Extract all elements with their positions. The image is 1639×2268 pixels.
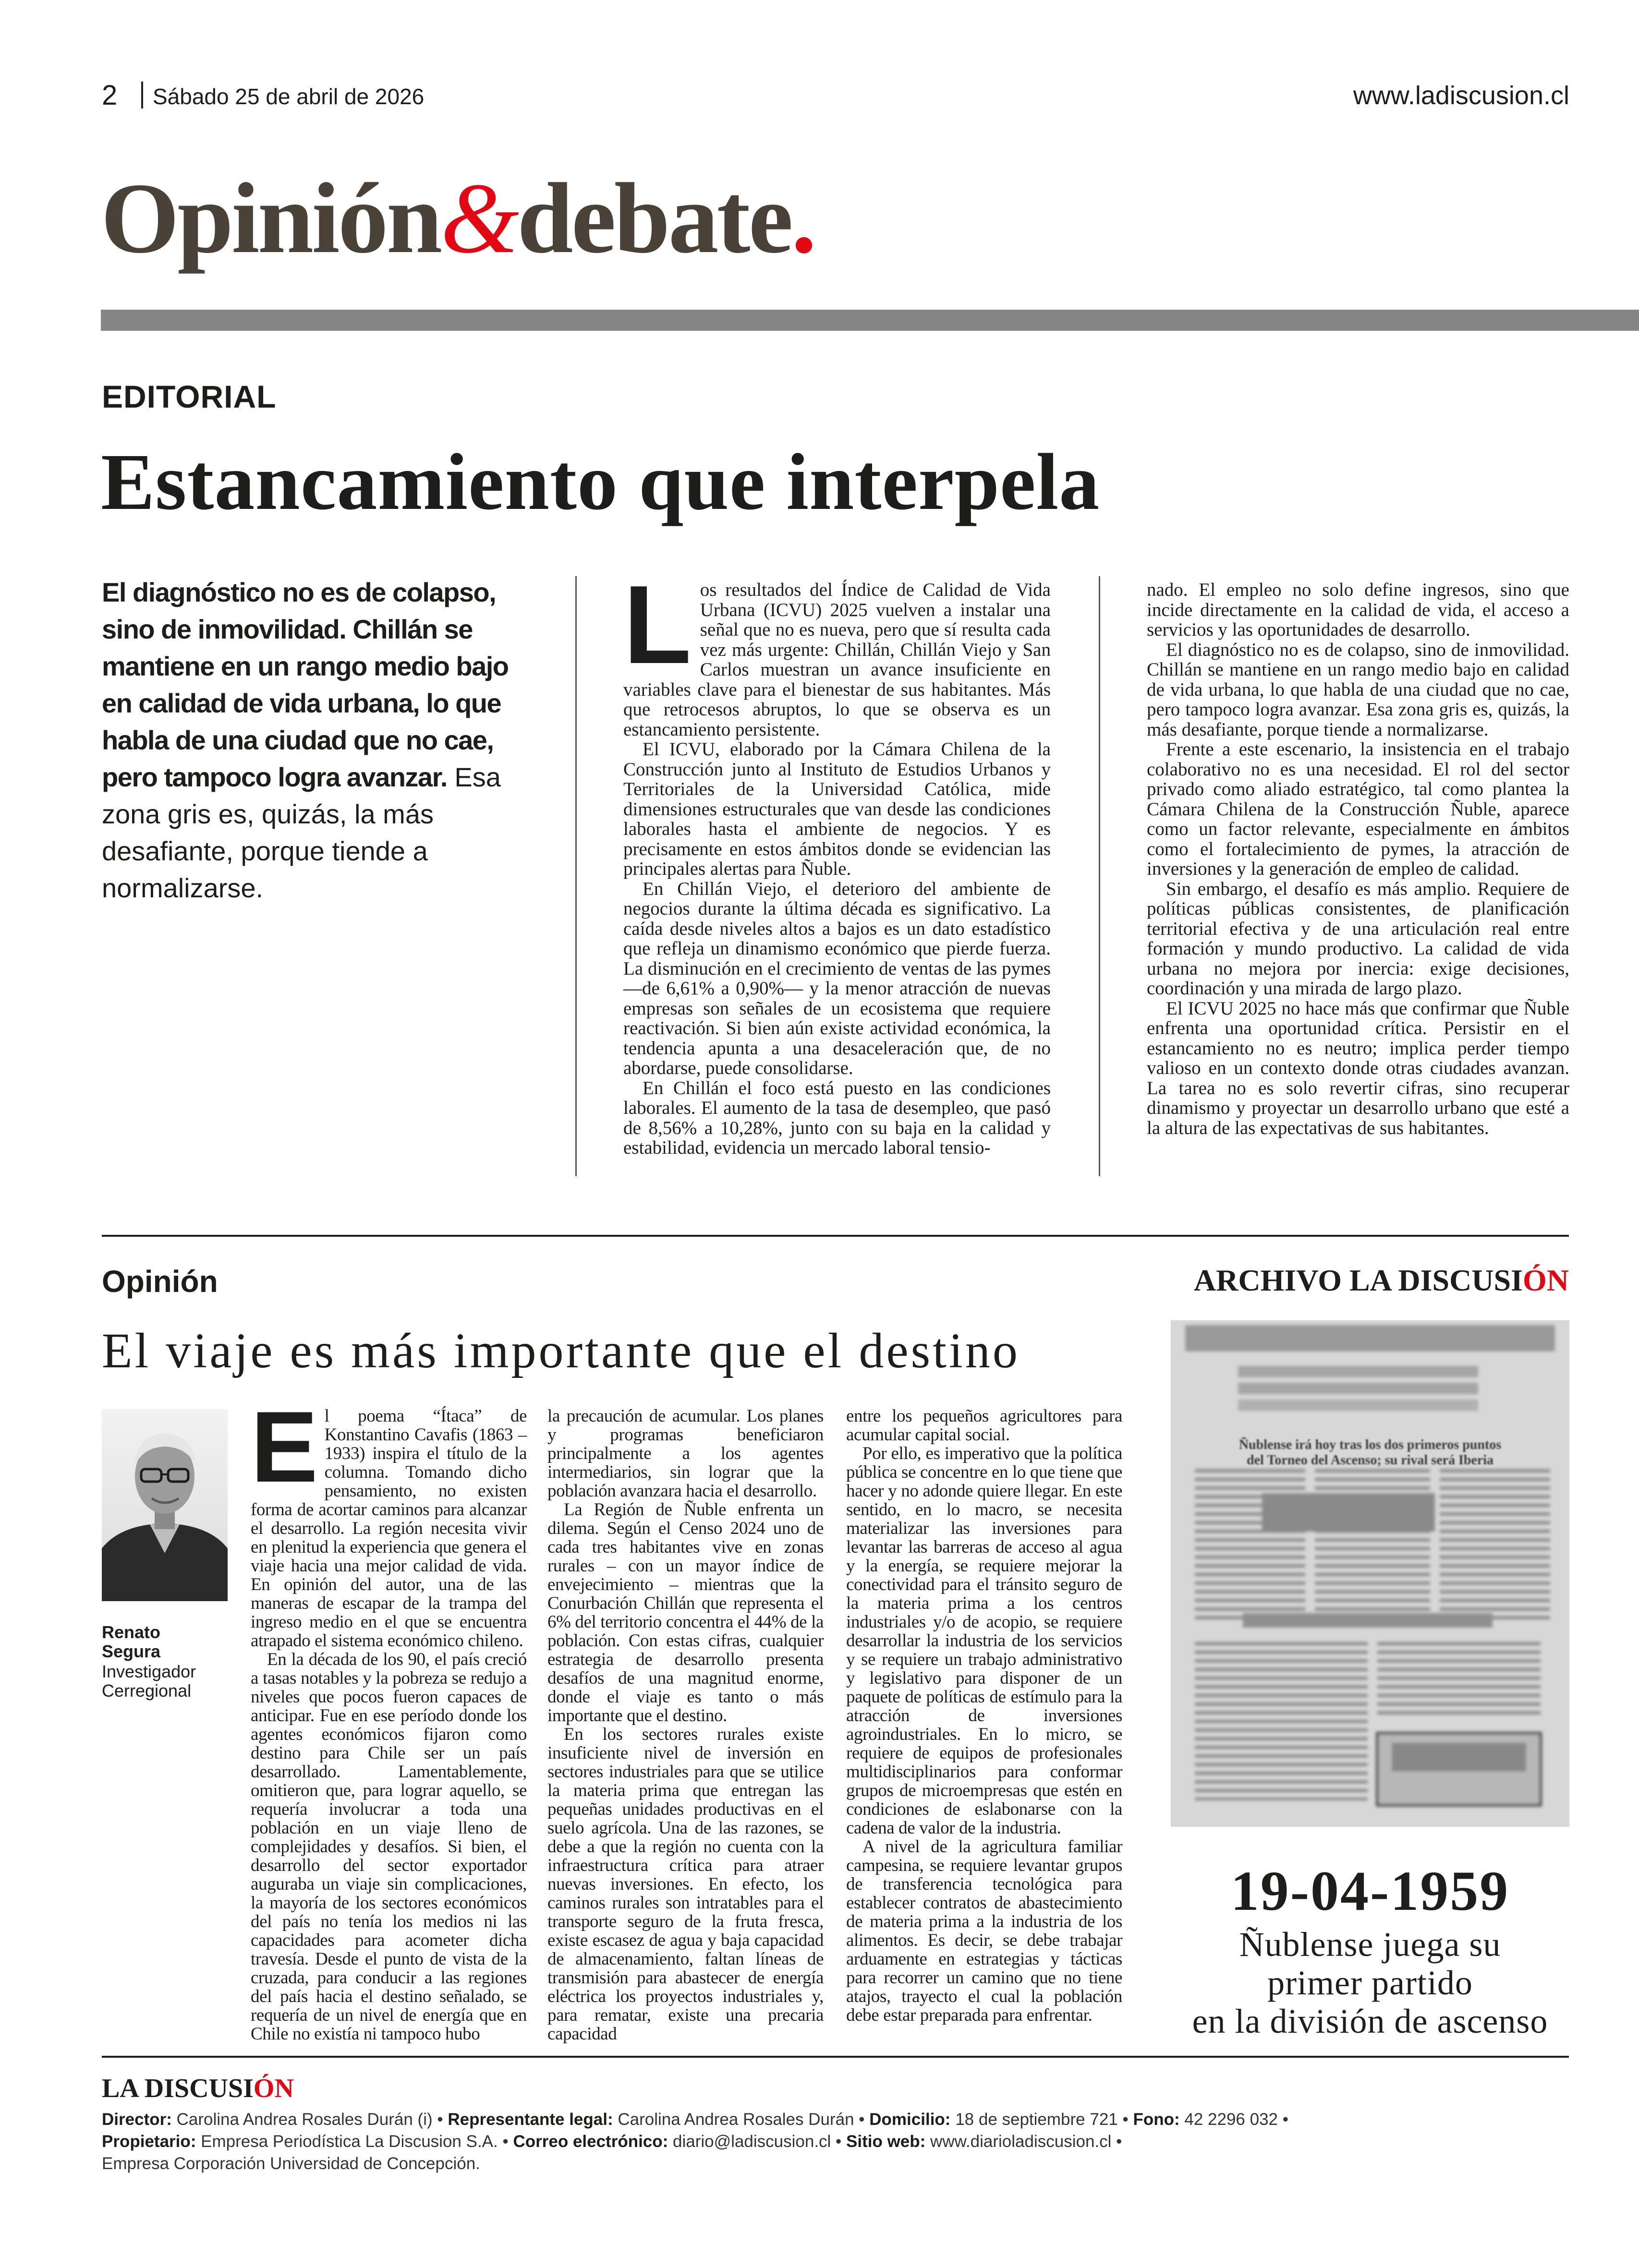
clipping-title-line: del Torneo del Ascenso; su rival será Iberia — [1246, 1453, 1494, 1468]
footer-rule — [102, 2056, 1569, 2058]
fono-value: 42 2296 032 • — [1179, 2110, 1288, 2129]
author-role-line: Investigador — [102, 1662, 196, 1681]
section-bar — [101, 310, 1639, 331]
editorial-column-rule — [575, 576, 577, 1176]
opinion-headline: El viaje es más importante que el destino — [102, 1323, 1020, 1378]
correo-label: Correo electrónico: — [513, 2132, 668, 2151]
rep-label: Representante legal: — [448, 2110, 613, 2129]
editorial-paragraph: Frente a este escenario, la insistencia en el trabajo colaborativo no es una necesidad. El rol del sector privado como aliado estratégico, tal como plantea la Cámara Chilena de la Construcción Ñuble, aparece como un factor relevante, especialmente en ámbitos como el fortalecimiento de pymes, la atracción de inversiones y la generación de empleo de calidad. — [1147, 739, 1569, 879]
archive-caption-line: primer partido — [1267, 1964, 1473, 2002]
fono-label: Fono: — [1133, 2110, 1180, 2129]
editorial-paragraph: nado. El empleo no solo define ingresos, sino que incide directamente en la calidad de vida, el acceso a servicios y las oportunidades de desarrollo. — [1147, 579, 1569, 640]
author-first-name: Renato — [102, 1622, 161, 1642]
editorial-intro-bold: El diagnóstico no es de colapso, sino de inmovilidad. Chillán se mantiene en un rango medio bajo en calidad de vida urbana, lo que habla de una ciudad que no cae, pero tampoco logra avanzar. — [102, 577, 509, 792]
editorial-text: os resultados del Índice de Calidad de Vida Urbana (ICVU) 2025 vuelven a instalar una señal que no es nueva, pero que sí resulta cada vez más urgente: Chillán, Chillán Viejo y San Carlos muestran un avance insuficiente en variables clave para el bienestar de sus habitantes. Más que retrocesos abruptos, lo que se observa es un estancamiento persistente. — [623, 579, 1051, 740]
section-title-dot: . — [791, 163, 815, 274]
editorial-paragraph: El diagnóstico no es de colapso, sino de inmovilidad. Chillán se mantiene en un rango medio bajo en calidad de vida urbana, lo que habla de una ciudad que no cae, pero tampoco logra avanzar. Esa zona gris es, quizás, la más desafiante, porque tiende a normalizarse. — [1147, 639, 1569, 740]
editorial-paragraph: Sin embargo, el desafío es más amplio. Requiere de políticas públicas consistentes, de planificación territorial efectiva y de una articulación real entre formación y mundo productivo. La calidad de vida urbana no mejora por inercia: exige decisiones, coordinación y una mirada de largo plazo. — [1147, 878, 1569, 999]
domicilio-label: Domicilio: — [869, 2110, 951, 2129]
header-separator — [141, 82, 143, 109]
section-title-part1: Opinión — [101, 163, 441, 274]
opinion-column-2 — [547, 1407, 824, 2043]
archive-newspaper-photo — [1171, 1320, 1569, 1827]
section-title-part2: debate — [517, 163, 791, 274]
section-title-ampersand: & — [440, 163, 517, 274]
opinion-paragraph: entre los pequeños agricultores para acumular capital social. — [846, 1406, 1122, 1445]
archive-caption — [1171, 1925, 1569, 2040]
editorial-paragraph: En Chillán el foco está puesto en las condiciones laborales. El aumento de la tasa de desempleo, que pasó de 8,56% a 10,28%, junto con su baja en la calidad y estabilidad, evidencia un mercado laboral tensio- — [623, 1077, 1051, 1158]
clipping-title-line: Ñublense irá hoy tras los dos primeros puntos — [1238, 1437, 1502, 1452]
propietario-label: Propietario: — [102, 2132, 196, 2151]
footer-credits — [102, 2109, 1571, 2175]
opinion-column-3 — [846, 1407, 1122, 2025]
website-link[interactable]: www.diarioladiscusion.cl • — [925, 2132, 1122, 2151]
opinion-drop-cap: E — [251, 1390, 318, 1503]
page-date: Sábado 25 de abril de 2026 — [153, 84, 425, 109]
editorial-paragraph — [623, 563, 1051, 740]
editorial-intro-regular: Esa zona gris es, quizás, la más desafiante, porque tiende a normalizarse. — [102, 762, 501, 903]
opinion-paragraph: En la década de los 90, el país creció a tasas notables y la pobreza se redujo a niveles que pocos fueron capaces de anticipar. Fue en ese período donde los agentes económicos fijaron como destino para Chile ser un país desarrollado. Lamentablemente, omitieron que, para lograr aquello, se requería involucrar a toda una población en un viaje lleno de complejidades y desafíos. Si bien, el desarrollo del sector exportador auguraba un viaje sin complicaciones, la mayoría de los sectores económicos del país no tenía los medios ni las capacidades para acometer dicha travesía. Desde el punto de vista de la cruzada, para conducir a las regiones del país hacia el destino señalado, se requería de un nivel de energía que en Chile no existía ni tampoco hubo — [251, 1650, 527, 2044]
opinion-paragraph — [251, 1390, 527, 1651]
opinion-text: l poema “Ítaca” de Konstantino Cavafis (1863 – 1933) inspira el título de la columna. Tomando dicho pensamiento, no existen forma de acortar caminos para alcanzar el desarrollo. La región necesita vivir en plenitud la experiencia que genera el viaje hacia una mejor calidad de vida. En opinión del autor, una de las maneras de escapar de la trampa del ingreso medio en el que se encuentra atrapado el sistema económico chileno. — [251, 1406, 527, 1651]
archive-label — [1177, 1263, 1569, 1298]
author-photo — [102, 1409, 228, 1601]
editorial-intro — [102, 574, 520, 906]
archive-label-accent: ÓN — [1523, 1263, 1569, 1297]
editorial-column-rule — [1099, 576, 1100, 1176]
footer-logo-accent: ÓN — [253, 2074, 294, 2103]
editorial-column-1 — [623, 563, 1051, 1158]
email-link[interactable]: diario@ladiscusion.cl • — [668, 2132, 847, 2151]
page-number: 2 — [102, 80, 118, 111]
opinion-paragraph: la precaución de acumular. Los planes y programas beneficiaron principalmente a los agentes intermediarios, sin lograr que la población avanzara hacia el desarrollo. — [547, 1406, 824, 1501]
editorial-paragraph: El ICVU 2025 no hace más que confirmar que Ñuble enfrenta una oportunidad crítica. Persistir en el estancamiento no es neutro; implica perder tiempo valioso en un contexto donde otras ciudades avanzan. La tarea no es solo revertir cifras, sino recuperar dinamismo y proyectar un desarrollo urbano que esté a la altura de las expectativas de sus habitantes. — [1147, 998, 1569, 1138]
archive-label-main: ARCHIVO LA DISCUSI — [1193, 1263, 1523, 1297]
author-last-name: Segura — [102, 1641, 161, 1661]
director-label: Director: — [102, 2110, 172, 2129]
section-divider — [102, 1235, 1569, 1237]
propietario-value: Empresa Periodística La Discusion S.A. • — [196, 2132, 513, 2151]
site-url-link[interactable]: www.ladiscusion.cl — [1353, 81, 1569, 110]
editorial-headline: Estancamiento que interpela — [101, 437, 1100, 527]
opinion-paragraph: A nivel de la agricultura familiar campesina, se requiere levantar grupos de transferencia tecnológica para establecer contratos de abastecimiento de materia prima a la industria de los alimentos. Es decir, se debe trabajar arduamente en estrategias y tácticas para recorrer un camino que no tiene atajos, trayecto el cual la población debe estar preparada para enfrentar. — [846, 1837, 1122, 2025]
editorial-paragraph: El ICVU, elaborado por la Cámara Chilena de la Construcción junto al Instituto de Estudios Urbanos y Territoriales de la Universidad Católica, mide dimensiones estructurales que van desde las condiciones laborales hasta el ambiente de negocios. Y es precisamente en estos ámbitos donde se evidencian las principales alertas para Ñuble. — [623, 739, 1051, 879]
sitio-label: Sitio web: — [846, 2132, 926, 2151]
opinion-paragraph: La Región de Ñuble enfrenta un dilema. Según el Censo 2024 uno de cada tres habitantes vive en zonas rurales – con un mayor índice de envejecimiento – mientras que la Conurbación Chillán que representa el 6% del territorio concentra el 44% de la población. Con estas cifras, cualquier estrategia de desarrollo presenta desafíos de una magnitud enorme, donde el viaje es tanto o más importante que el destino. — [547, 1500, 824, 1725]
director-value: Carolina Andrea Rosales Durán (i) • — [171, 2110, 448, 2129]
rep-value: Carolina Andrea Rosales Durán • — [613, 2110, 870, 2129]
author-role — [102, 1662, 196, 1701]
editorial-column-2 — [1147, 580, 1569, 1138]
footer-line-1 — [102, 2109, 1571, 2131]
opinion-paragraph: Por ello, es imperativo que la política pública se concentre en lo que tiene que hacer y no adonde quiere llegar. En este sentido, en lo macro, se necesita materializar las inversiones para levantar las barreras de acceso al agua y la energía, se requiere mejorar la conectividad para el tránsito seguro de la materia prima a los centros industriales y/o de acopio, se requiere desarrollar la industria de los servicios y se requiere un trabajo administrativo y legislativo para disponer de un paquete de políticas de estímulo para la atracción de inversiones agroindustriales. En lo micro, se requiere de equipos de profesionales multidisciplinarios para conformar grupos de microempresas que estén en condiciones de eslabonarse con la cadena de valor de la industria. — [846, 1444, 1122, 1838]
footer-line-3: Empresa Corporación Universidad de Concepción. — [102, 2154, 480, 2173]
archive-caption-line: Ñublense juega su — [1239, 1925, 1501, 1964]
archive-caption-line: en la división de ascenso — [1192, 2002, 1548, 2040]
opinion-column-1 — [251, 1390, 527, 2044]
editorial-paragraph: En Chillán Viejo, el deterioro del ambiente de negocios durante la última década es significativo. La caída desde niveles altos a bajos es un dato estadístico que refleja un dinamismo económico que pierde fuerza. La disminución en el crecimiento de ventas de las pymes —de 6,61% a 0,90%— y la menor atracción de nuevas empresas son señales de un ecosistema que requiere reactivación. Si bien aún existe actividad económica, la tendencia apunta a una desaceleración que, de no abordarse, puede consolidarse. — [623, 878, 1051, 1078]
domicilio-value: 18 de septiembre 721 • — [950, 2110, 1133, 2129]
opinion-paragraph: En los sectores rurales existe insuficiente nivel de inversión en sectores industriales para que se utilice la materia prima que entregan las pequeñas unidades productivas en el suelo agrícola. Una de las razones, se debe a que la región no cuenta con la infraestructura crítica para atraer nuevas inversiones. En efecto, los caminos rurales son intratables para el transporte seguro de la fruta fresca, existe escasez de agua y baja capacidad de almacenamiento, faltan líneas de transmisión para abastecer de energía eléctrica los proyectos industriales y, para rematar, existe una precaria capacidad — [547, 1725, 824, 2044]
author-role-line: Cerregional — [102, 1681, 192, 1701]
opinion-label: Opinión — [102, 1264, 218, 1299]
editorial-drop-cap: L — [623, 563, 692, 687]
footer-line-2 — [102, 2131, 1571, 2153]
editorial-label: EDITORIAL — [102, 379, 277, 414]
footer-logo — [102, 2073, 294, 2104]
author-name — [102, 1623, 160, 1661]
footer-logo-main: LA DISCUSI — [102, 2074, 254, 2103]
section-title — [101, 163, 815, 274]
archive-date: 19-04-1959 — [1230, 1859, 1510, 1922]
